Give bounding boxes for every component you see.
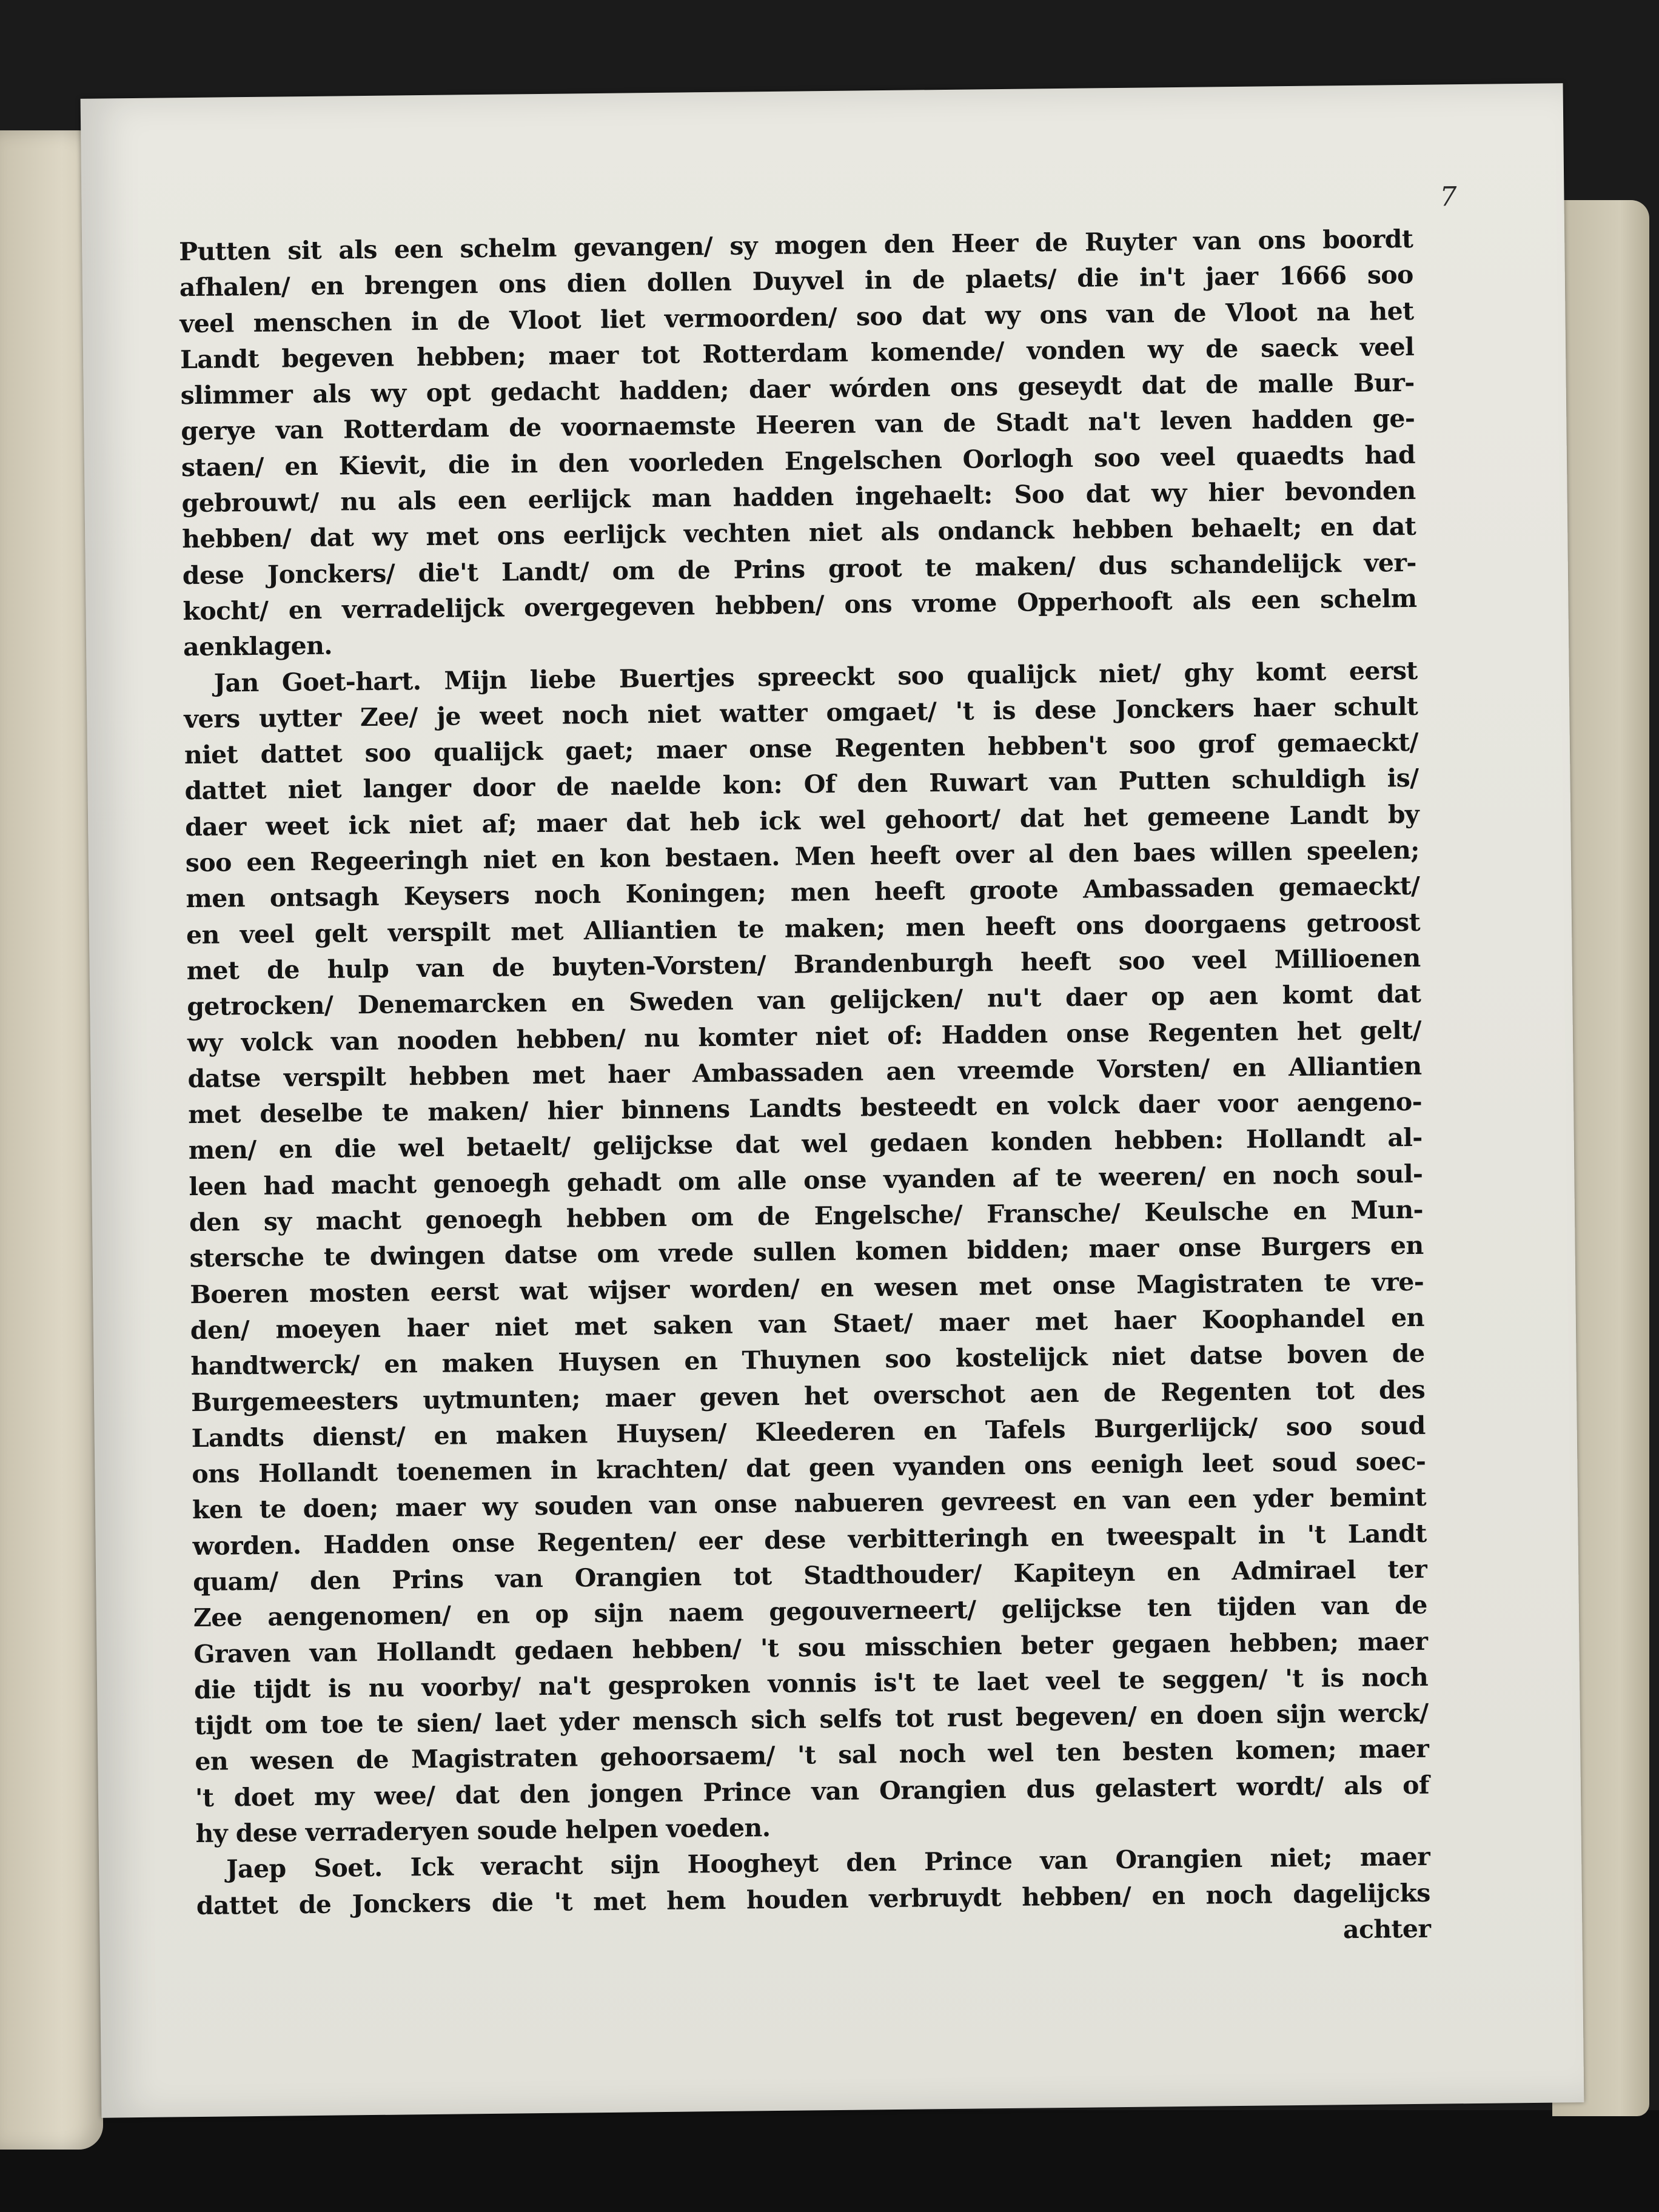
- text-line: dattet niet langer door de naelde kon: Of den Ruwart van Putten schuldigh is/: [184, 763, 1419, 806]
- text-line: afhalen/ en brengen ons dien dollen Duyvel in de plaets/ die in't jaer 1666 soo: [179, 260, 1414, 303]
- text-line: gerye van Rotterdam de voornaemste Heeren van de Stadt na't leven hadden ge-: [181, 404, 1415, 446]
- text-line: Landts dienst/ en maken Huysen/ Kleederen en Tafels Burgerlijck/ soo soud: [191, 1410, 1426, 1453]
- text-line: ken te doen; maer wy souden van onse nabueren gevreest en van een yder bemint: [192, 1483, 1427, 1525]
- body-text: [179, 221, 1431, 1960]
- catchword: achter: [1342, 1914, 1431, 1945]
- text-line: hebben/ dat wy met ons eerlijck vechten niet als ondanck hebben behaelt; en dat: [181, 512, 1416, 554]
- text-line: ons Hollandt toenemen in krachten/ dat geen vyanden ons eenigh leet soud soec-: [192, 1446, 1426, 1489]
- text-line: datse verspilt hebben met haer Ambassaden aen vreemde Vorsten/ en Alliantien: [187, 1051, 1422, 1093]
- text-line: quam/ den Prins van Orangien tot Stadthouder/ Kapiteyn en Admirael ter: [193, 1554, 1427, 1597]
- text-line: en veel gelt verspilt met Alliantien te maken; men heeft ons doorgaens getroost: [186, 907, 1421, 950]
- text-line: tijdt om toe te sien/ laet yder mensch sich selfs tot rust begeven/ en doen sijn werck/: [194, 1698, 1429, 1741]
- text-line: den sy macht genoegh hebben om de Engelsche/ Fransche/ Keulsche en Mun-: [189, 1195, 1424, 1238]
- text-line: vers uytter Zee/ je weet noch niet watter omgaet/ 't is dese Jonckers haer schult: [184, 691, 1418, 734]
- speaker-line: Jaep Soet. Ick veracht sijn Hoogheyt den Prince van Orangien niet; maer: [226, 1842, 1430, 1884]
- text-line: kocht/ en verradelijck overgegeven hebben/ ons vrome Opperhooft als een schelm: [183, 583, 1417, 626]
- text-line: getrocken/ Denemarcken en Sweden van gelijcken/ nu't daer op aen komt dat: [187, 979, 1421, 1022]
- text-line: daer weet ick niet af; maer dat heb ick wel gehoort/ dat het gemeene Landt by: [184, 799, 1419, 842]
- text-line: leen had macht genoegh gehadt om alle onse vyanden af te weeren/ en noch soul-: [189, 1159, 1423, 1201]
- text-line: Putten sit als een schelm gevangen/ sy mogen den Heer de Ruyter van ons boordt: [179, 224, 1413, 267]
- text-line: Landt begeven hebben; maer tot Rotterdam komende/ vonden wy de saeck veel: [179, 332, 1415, 375]
- text-line: gebrouwt/ nu als een eerlijck man hadden ingehaelt: Soo dat wy hier bevonden: [181, 475, 1416, 518]
- book-page: [81, 83, 1584, 2117]
- text-line: men/ en die wel betaelt/ gelijckse dat wel gedaen konden hebben: Hollandt al-: [188, 1123, 1423, 1165]
- text-line: worden. Hadden onse Regenten/ eer dese verbitteringh en tweespalt in 't Landt: [192, 1518, 1427, 1561]
- text-line: Boeren mosten eerst wat wijser worden/ en wesen met onse Magistraten te vre-: [190, 1267, 1424, 1309]
- page-number: 7: [1439, 181, 1457, 213]
- text-line: wy volck van nooden hebben/ nu komter niet of: Hadden onse Regenten het gelt/: [187, 1015, 1422, 1057]
- text-line: met de hulp van de buyten-Vorsten/ Brandenburgh heeft soo veel Millioenen: [186, 943, 1421, 986]
- text-line: hy dese verraderyen soude helpen voeden.: [195, 1813, 771, 1849]
- text-line: den/ moeyen haer niet met saken van Staet/ maer met haer Koophandel en: [190, 1302, 1425, 1346]
- text-line: dese Jonckers/ die't Landt/ om de Prins groot te maken/ dus schandelijck ver-: [182, 548, 1417, 590]
- text-line: Burgemeesters uytmunten; maer geven het overschot aen de Regenten tot des: [190, 1375, 1426, 1417]
- text-line: handtwerck/ en maken Huysen en Thuynen soo kostelijck niet datse boven de: [190, 1338, 1425, 1381]
- text-line: dattet de Jonckers die 't met hem houden verbruydt hebben/ en noch dagelijcks: [196, 1878, 1430, 1920]
- text-line: niet dattet soo qualijck gaet; maer onse Regenten hebben't soo grof gemaeckt/: [184, 728, 1419, 770]
- text-line: staen/ en Kievit, die in den voorleden Engelschen Oorlogh soo veel quaedts had: [181, 440, 1416, 482]
- text-line: slimmer als wy opt gedacht hadden; daer wórden ons geseydt dat de malle Bur-: [180, 368, 1415, 411]
- text-line: die tijdt is nu voorby/ na't gesproken vonnis is't te laet veel te seggen/ 't is noch: [193, 1662, 1429, 1704]
- text-line: men ontsagh Keysers noch Koningen; men heeft groote Ambassaden gemaeckt/: [186, 871, 1420, 914]
- text-line: stersche te dwingen datse om vrede sullen komen bidden; maer onse Burgers en: [189, 1231, 1424, 1273]
- backdrop: [0, 2110, 1659, 2212]
- speaker-line: Jan Goet-hart. Mijn liebe Buertjes spreeckt soo qualijck niet/ ghy komt eerst: [213, 655, 1418, 698]
- text-line: Zee aengenomen/ en op sijn naem gegouverneert/ gelijckse ten tijden van de: [193, 1590, 1428, 1633]
- text-line: aenklagen.: [183, 631, 333, 662]
- text-line: 't doet my wee/ dat den jongen Prince van Orangien dus gelastert wordt/ als of: [195, 1770, 1430, 1812]
- text-line: met deselbe te maken/ hier binnens Landts besteedt en volck daer voor aengeno-: [187, 1087, 1423, 1130]
- text-line: soo een Regeeringh niet en kon bestaen. Men heeft over al den baes willen speelen;: [185, 835, 1419, 878]
- text-line: Graven van Hollandt gedaen hebben/ 't sou misschien beter gegaen hebben; maer: [193, 1626, 1428, 1669]
- text-line: en wesen de Magistraten gehoorsaem/ 't sal noch wel ten besten komen; maer: [195, 1734, 1429, 1777]
- text-line: veel menschen in de Vloot liet vermoorden/ soo dat wy ons van de Vloot na het: [179, 296, 1414, 338]
